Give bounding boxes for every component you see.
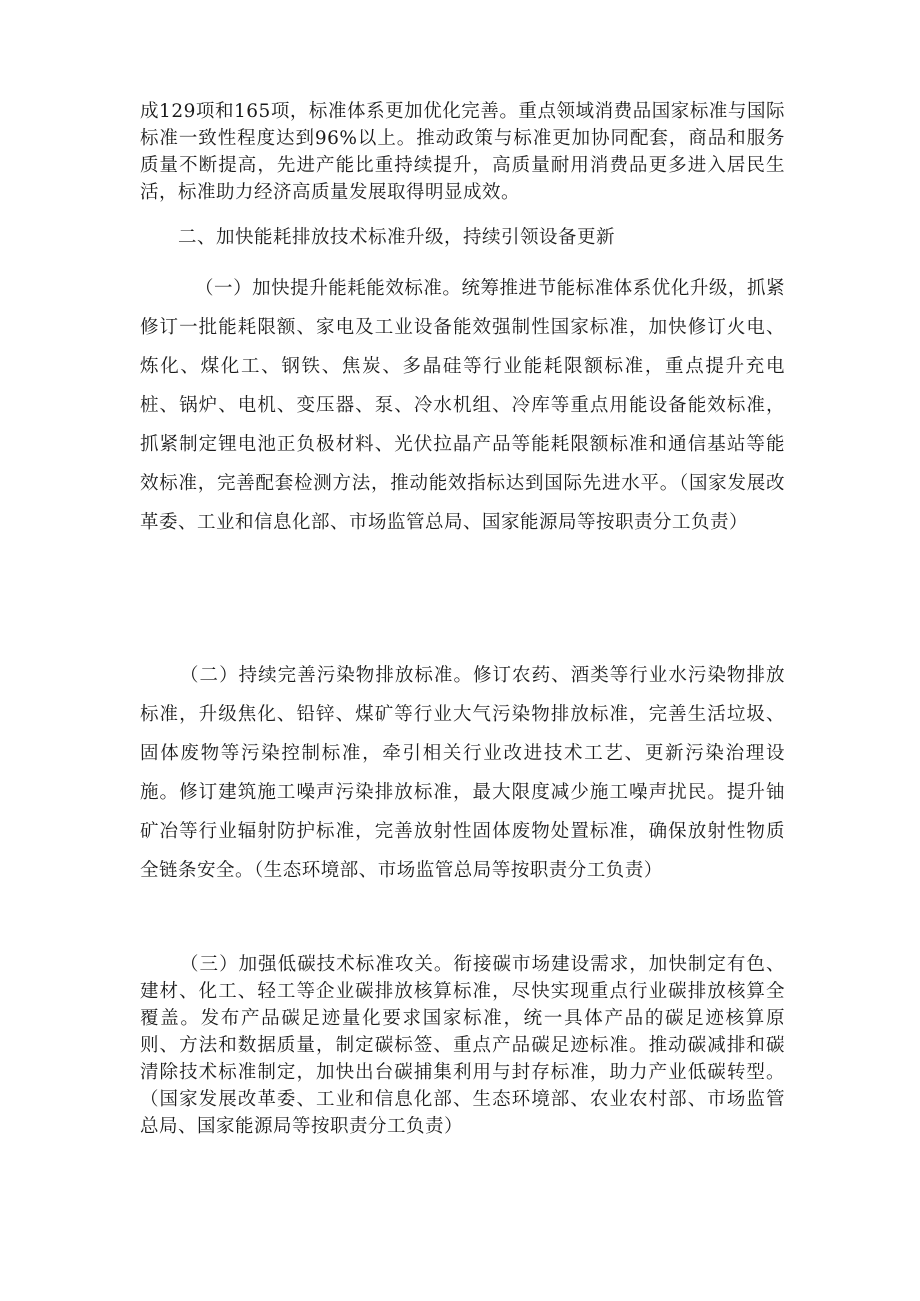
paragraph-item-2: （二）持续完善污染物排放标准。修订农药、酒类等行业水污染物排放标准，升级焦化、铅锌、煤矿等行业大气污染物排放标准，完善生活垃圾、固体废物等污染控制标准，牵引相关行业改进技术工艺、更新污染治理设施。修订建筑施工噪声污染排放标准，最大限度减少施工噪声扰民。提升铀矿冶等行业辐射防护标准，完善放射性固体废物处置标准，确保放射性物质全链条安全。（生态环境部、市场监管总局等按职责分工负责） bbox=[140, 665, 785, 881]
paragraph-item-3: （三）加强低碳技术标准攻关。衔接碳市场建设需求，加快制定有色、建材、化工、轻工等企业碳排放核算标准，尽快实现重点行业碳排放核算全覆盖。发布产品碳足迹量化要求国家标准，统一具体产品的碳足迹核算原则、方法和数据质量，制定碳标签、重点产品碳足迹标准。推动碳减排和碳清除技术标准制定，加快出台碳捕集利用与封存标准，助力产业低碳转型。（国家发展改革委、工业和信息化部、生态环境部、农业农村部、市场监管总局、国家能源局等按职责分工负责） bbox=[140, 954, 785, 1137]
paragraph-1: 成129项和165项，标准体系更加优化完善。重点领域消费品国家标准与国际标准一致性程度达到96%以上。推动政策与标准更加协同配套，商品和服务质量不断提高，先进产能比重持续提升，高质量耐用消费品更多进入居民生活，标准助力经济高质量发展取得明显成效。 bbox=[140, 101, 785, 203]
section-heading: 二、加快能耗排放技术标准升级，持续引领设备更新 bbox=[178, 227, 616, 248]
paragraph-item-1: （一）加快提升能耗能效标准。统筹推进节能标准体系优化升级，抓紧修订一批能耗限额、家电及工业设备能效强制性国家标准，加快修订火电、炼化、煤化工、钢铁、焦炭、多晶硅等行业能耗限额标准，重点提升充电桩、锅炉、电机、变压器、泵、冷水机组、冷库等重点用能设备能效标准，抓紧制定锂电池正负极材料、光伏拉晶产品等能耗限额标准和通信基站等能效标准，完善配套检测方法，推动能效指标达到国际先进水平。（国家发展改革委、工业和信息化部、市场监管总局、国家能源局等按职责分工负责） bbox=[140, 278, 785, 533]
